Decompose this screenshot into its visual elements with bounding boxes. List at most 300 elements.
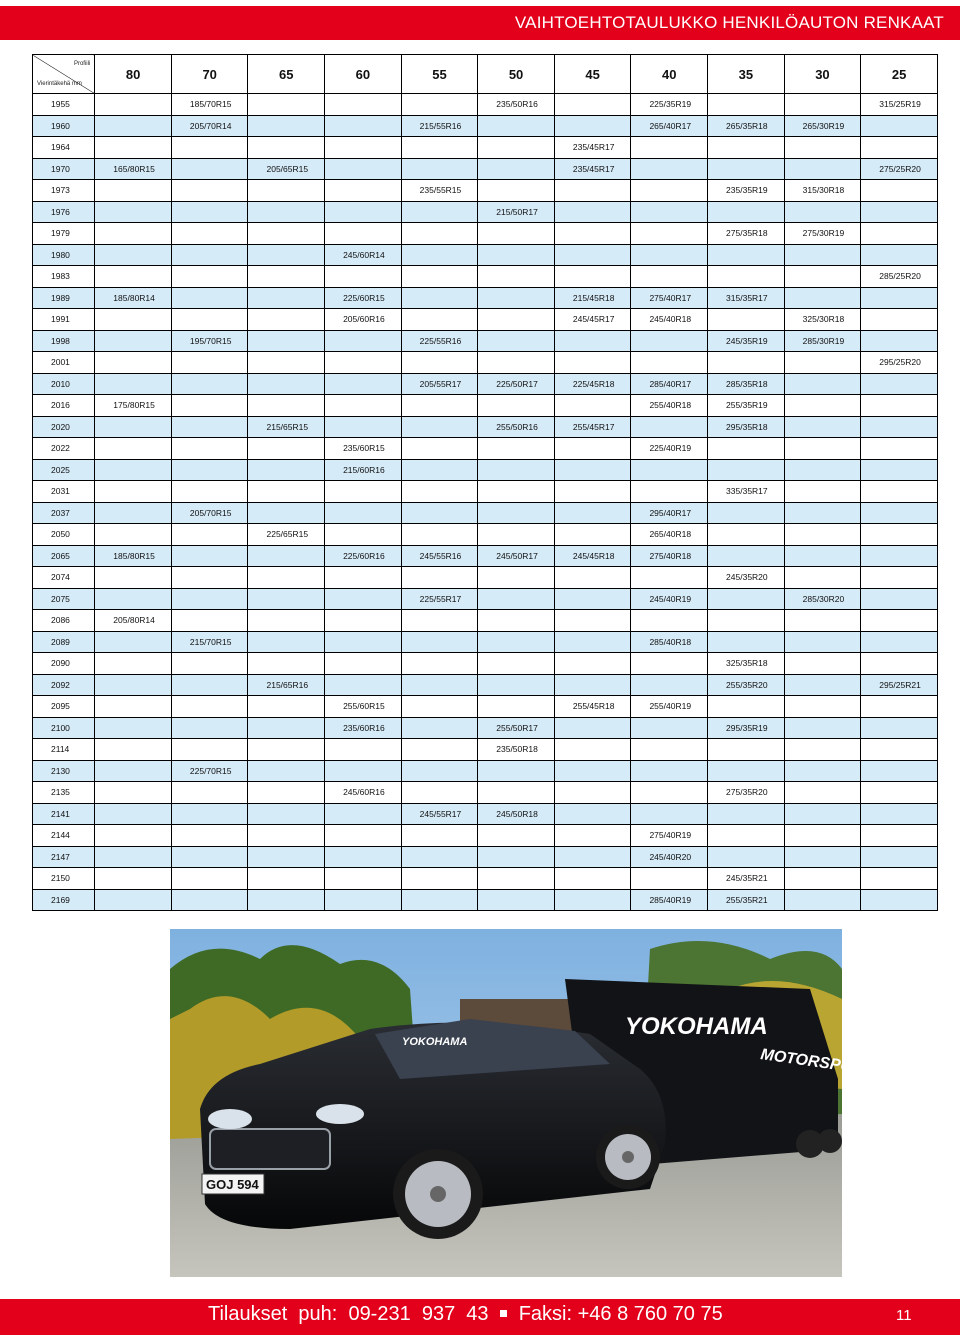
tire-size-cell: 255/40R18 — [631, 395, 708, 417]
corner-circumference-label: Vierintäkehä mm — [37, 81, 82, 87]
tire-size-cell — [248, 266, 325, 288]
column-header-50: 50 — [478, 55, 555, 94]
tire-size-cell — [631, 330, 708, 352]
tire-size-cell — [248, 459, 325, 481]
tire-size-cell — [631, 760, 708, 782]
tire-size-cell — [554, 588, 631, 610]
tire-size-cell: 265/35R18 — [708, 115, 785, 137]
tire-size-cell — [171, 373, 248, 395]
tire-size-cell — [401, 309, 478, 331]
table-row — [33, 868, 938, 890]
table-row — [33, 223, 938, 245]
tire-size-cell: 245/40R19 — [631, 588, 708, 610]
tire-size-cell — [401, 201, 478, 223]
rolling-circumference-cell: 2089 — [33, 631, 95, 653]
tire-size-cell — [401, 653, 478, 675]
rolling-circumference-cell: 1983 — [33, 266, 95, 288]
tire-size-cell — [171, 158, 248, 180]
tire-size-cell — [861, 545, 938, 567]
tire-size-cell — [478, 158, 555, 180]
tire-size-cell: 295/40R17 — [631, 502, 708, 524]
tire-size-cell — [784, 352, 861, 374]
tire-size-cell: 205/65R15 — [248, 158, 325, 180]
tire-size-cell — [554, 567, 631, 589]
tire-size-cell — [401, 94, 478, 116]
tire-size-cell — [861, 438, 938, 460]
table-row — [33, 739, 938, 761]
tire-size-cell — [554, 481, 631, 503]
rolling-circumference-cell: 2022 — [33, 438, 95, 460]
tire-size-cell — [95, 137, 172, 159]
tire-size-cell — [631, 653, 708, 675]
tire-size-cell — [171, 438, 248, 460]
table-row — [33, 502, 938, 524]
tire-size-cell: 245/40R20 — [631, 846, 708, 868]
tire-size-cell: 165/80R15 — [95, 158, 172, 180]
column-header-40: 40 — [631, 55, 708, 94]
tire-size-cell — [784, 889, 861, 911]
tire-size-cell — [784, 868, 861, 890]
tire-size-cell — [95, 459, 172, 481]
tire-size-cell — [248, 653, 325, 675]
tire-size-cell — [171, 524, 248, 546]
tire-size-cell — [861, 803, 938, 825]
headlight — [208, 1109, 252, 1129]
tire-size-cell: 225/45R18 — [554, 373, 631, 395]
tire-size-cell — [631, 158, 708, 180]
tire-size-cell — [708, 352, 785, 374]
tire-size-cell — [478, 653, 555, 675]
tire-size-cell: 275/25R20 — [861, 158, 938, 180]
tire-size-cell: 245/60R14 — [325, 244, 402, 266]
table-row — [33, 674, 938, 696]
rolling-circumference-cell: 2130 — [33, 760, 95, 782]
tire-size-cell — [554, 868, 631, 890]
tire-size-cell — [95, 674, 172, 696]
table-body — [33, 94, 938, 911]
tire-size-cell — [708, 696, 785, 718]
tire-size-cell: 285/40R18 — [631, 631, 708, 653]
tire-size-cell — [631, 266, 708, 288]
column-header-65: 65 — [248, 55, 325, 94]
tire-size-cell: 225/65R15 — [248, 524, 325, 546]
tire-size-cell — [325, 631, 402, 653]
rolling-circumference-cell: 2031 — [33, 481, 95, 503]
tire-size-cell — [708, 94, 785, 116]
tire-size-cell — [478, 309, 555, 331]
tire-size-cell: 295/25R20 — [861, 352, 938, 374]
tire-size-cell — [554, 760, 631, 782]
license-plate-text: GOJ 594 — [206, 1177, 259, 1192]
tire-size-cell: 245/55R16 — [401, 545, 478, 567]
tire-size-cell — [861, 244, 938, 266]
tire-size-cell — [95, 373, 172, 395]
tire-size-cell — [784, 696, 861, 718]
tire-size-cell — [861, 524, 938, 546]
tire-size-cell — [95, 94, 172, 116]
tire-size-cell: 215/60R16 — [325, 459, 402, 481]
tire-size-cell — [401, 868, 478, 890]
tire-size-cell — [861, 223, 938, 245]
tire-size-cell: 285/40R17 — [631, 373, 708, 395]
tire-size-cell — [401, 287, 478, 309]
tire-size-cell — [708, 502, 785, 524]
tire-size-cell — [171, 481, 248, 503]
tire-size-cell — [171, 309, 248, 331]
tire-size-cell: 215/55R16 — [401, 115, 478, 137]
tire-size-cell: 245/35R21 — [708, 868, 785, 890]
tire-size-cell: 195/70R15 — [171, 330, 248, 352]
tire-size-cell — [401, 846, 478, 868]
tire-size-cell — [171, 674, 248, 696]
tire-size-cell — [554, 180, 631, 202]
tire-size-cell — [631, 201, 708, 223]
table-row — [33, 889, 938, 911]
tire-size-cell — [171, 416, 248, 438]
tire-size-cell — [95, 502, 172, 524]
tire-size-cell — [248, 287, 325, 309]
table-row — [33, 717, 938, 739]
tire-size-cell — [325, 739, 402, 761]
rolling-circumference-cell: 2065 — [33, 545, 95, 567]
tire-size-cell — [171, 868, 248, 890]
tire-size-cell — [171, 846, 248, 868]
tire-size-cell: 245/50R18 — [478, 803, 555, 825]
tire-size-cell — [478, 481, 555, 503]
tire-size-cell: 245/55R17 — [401, 803, 478, 825]
tire-size-cell — [861, 782, 938, 804]
tire-size-cell — [861, 137, 938, 159]
tire-size-cell: 275/40R19 — [631, 825, 708, 847]
tire-size-cell: 255/40R19 — [631, 696, 708, 718]
tire-size-cell — [708, 158, 785, 180]
tire-size-cell — [248, 588, 325, 610]
tire-size-cell — [95, 201, 172, 223]
tire-size-cell — [784, 395, 861, 417]
tire-size-cell — [784, 244, 861, 266]
tire-size-cell — [478, 889, 555, 911]
tire-size-cell — [325, 115, 402, 137]
tire-size-cell — [478, 137, 555, 159]
tire-size-cell: 275/40R18 — [631, 545, 708, 567]
tire-size-cell — [784, 803, 861, 825]
tire-size-cell — [171, 588, 248, 610]
tire-size-cell: 205/70R15 — [171, 502, 248, 524]
tire-size-cell — [171, 825, 248, 847]
tire-size-cell — [248, 567, 325, 589]
column-header-45: 45 — [554, 55, 631, 94]
tire-size-cell — [554, 395, 631, 417]
tire-size-cell — [248, 631, 325, 653]
tire-size-cell — [784, 266, 861, 288]
tire-size-cell: 225/35R19 — [631, 94, 708, 116]
tire-size-cell — [248, 438, 325, 460]
wheel-hub — [622, 1151, 634, 1163]
column-header-60: 60 — [325, 55, 402, 94]
table-row — [33, 524, 938, 546]
tire-size-cell — [401, 416, 478, 438]
tire-size-cell — [95, 653, 172, 675]
column-header-30: 30 — [784, 55, 861, 94]
tire-size-cell — [401, 158, 478, 180]
tire-size-cell — [95, 631, 172, 653]
tire-size-cell — [861, 889, 938, 911]
tire-size-cell — [478, 631, 555, 653]
tire-size-cell — [784, 653, 861, 675]
table-row — [33, 481, 938, 503]
tire-size-cell: 275/35R18 — [708, 223, 785, 245]
tire-size-cell — [631, 610, 708, 632]
rolling-circumference-cell: 2050 — [33, 524, 95, 546]
tire-size-cell — [554, 438, 631, 460]
tire-size-cell — [325, 803, 402, 825]
tire-size-cell — [708, 825, 785, 847]
tire-size-cell — [631, 717, 708, 739]
table-row — [33, 825, 938, 847]
tire-size-cell — [95, 330, 172, 352]
rolling-circumference-cell: 1998 — [33, 330, 95, 352]
tire-size-cell: 215/50R17 — [478, 201, 555, 223]
tire-size-cell: 205/70R14 — [171, 115, 248, 137]
tire-size-cell — [478, 459, 555, 481]
tire-size-cell: 295/25R21 — [861, 674, 938, 696]
rolling-circumference-cell: 2086 — [33, 610, 95, 632]
tire-size-cell — [171, 395, 248, 417]
rolling-circumference-cell: 2090 — [33, 653, 95, 675]
tire-size-cell — [95, 717, 172, 739]
tire-size-cell — [708, 309, 785, 331]
tire-size-cell — [401, 567, 478, 589]
tire-size-cell — [554, 739, 631, 761]
tire-size-cell — [171, 201, 248, 223]
tire-size-cell — [95, 481, 172, 503]
tire-size-cell: 315/30R18 — [784, 180, 861, 202]
tire-size-cell — [401, 223, 478, 245]
tire-size-cell — [171, 717, 248, 739]
tire-size-cell — [631, 868, 708, 890]
tire-size-cell — [708, 739, 785, 761]
tire-size-cell — [325, 137, 402, 159]
table-row — [33, 760, 938, 782]
tire-size-cell: 235/35R19 — [708, 180, 785, 202]
tire-size-cell — [861, 287, 938, 309]
tire-size-cell: 225/55R17 — [401, 588, 478, 610]
tire-size-cell: 225/60R15 — [325, 287, 402, 309]
tire-size-cell — [325, 94, 402, 116]
table-row — [33, 395, 938, 417]
tire-size-cell: 265/30R19 — [784, 115, 861, 137]
tire-size-cell: 325/35R18 — [708, 653, 785, 675]
tire-size-cell — [861, 868, 938, 890]
tire-size-cell — [631, 674, 708, 696]
windshield-banner-text: YOKOHAMA — [402, 1036, 468, 1048]
tire-size-cell — [554, 653, 631, 675]
rolling-circumference-cell: 2075 — [33, 588, 95, 610]
rolling-circumference-cell: 2016 — [33, 395, 95, 417]
tire-size-cell — [784, 94, 861, 116]
tire-size-cell: 225/50R17 — [478, 373, 555, 395]
tire-size-cell — [171, 545, 248, 567]
tire-size-cell — [708, 631, 785, 653]
tire-size-cell — [861, 653, 938, 675]
tire-size-cell — [784, 674, 861, 696]
tire-size-cell — [631, 244, 708, 266]
table-row — [33, 438, 938, 460]
tire-size-cell: 185/80R15 — [95, 545, 172, 567]
tire-size-cell: 215/65R15 — [248, 416, 325, 438]
tire-size-cell — [708, 137, 785, 159]
fax-text: Faksi: +46 8 760 70 75 — [518, 1303, 723, 1325]
tire-size-cell — [708, 266, 785, 288]
tire-size-cell — [478, 846, 555, 868]
tire-size-cell — [325, 416, 402, 438]
tire-size-cell — [401, 782, 478, 804]
tire-size-cell — [401, 395, 478, 417]
tire-size-cell — [95, 223, 172, 245]
table-row — [33, 94, 938, 116]
tire-size-cell — [861, 567, 938, 589]
tire-size-cell — [861, 201, 938, 223]
footer-bar — [0, 1299, 960, 1335]
tire-size-cell: 285/30R19 — [784, 330, 861, 352]
tire-size-cell — [784, 158, 861, 180]
tire-size-cell — [478, 782, 555, 804]
tire-size-cell — [401, 760, 478, 782]
tire-size-cell: 255/45R17 — [554, 416, 631, 438]
table-row — [33, 244, 938, 266]
tire-size-cell — [861, 373, 938, 395]
table-row — [33, 287, 938, 309]
tire-size-cell — [325, 158, 402, 180]
tire-size-cell — [171, 782, 248, 804]
tire-size-cell — [708, 244, 785, 266]
tire-size-cell — [171, 137, 248, 159]
table-row — [33, 158, 938, 180]
tire-size-cell: 215/45R18 — [554, 287, 631, 309]
tire-size-cell — [171, 803, 248, 825]
tire-size-cell: 225/60R16 — [325, 545, 402, 567]
tire-size-cell — [248, 180, 325, 202]
tire-size-cell — [478, 868, 555, 890]
tire-size-cell — [325, 502, 402, 524]
tire-size-cell — [248, 889, 325, 911]
tire-size-cell — [861, 115, 938, 137]
tire-size-cell — [784, 631, 861, 653]
rolling-circumference-cell: 2147 — [33, 846, 95, 868]
tire-size-cell — [554, 94, 631, 116]
tire-size-cell — [325, 588, 402, 610]
tire-size-cell — [171, 567, 248, 589]
tire-size-cell — [401, 244, 478, 266]
rolling-circumference-cell: 2150 — [33, 868, 95, 890]
rolling-circumference-cell: 1980 — [33, 244, 95, 266]
tire-size-cell — [478, 567, 555, 589]
tire-size-cell: 205/55R17 — [401, 373, 478, 395]
tire-size-cell — [171, 266, 248, 288]
tire-size-cell: 275/40R17 — [631, 287, 708, 309]
rolling-circumference-cell: 1989 — [33, 287, 95, 309]
tire-size-cell: 255/60R15 — [325, 696, 402, 718]
tire-size-cell — [631, 782, 708, 804]
tire-size-cell: 245/35R19 — [708, 330, 785, 352]
rolling-circumference-cell: 1976 — [33, 201, 95, 223]
tire-size-cell — [325, 760, 402, 782]
tire-size-cell: 255/50R16 — [478, 416, 555, 438]
tire-size-cell: 245/40R18 — [631, 309, 708, 331]
tire-size-cell — [325, 180, 402, 202]
table-row — [33, 631, 938, 653]
rolling-circumference-cell: 2010 — [33, 373, 95, 395]
tire-size-cell: 235/50R16 — [478, 94, 555, 116]
column-header-70: 70 — [171, 55, 248, 94]
table-row — [33, 803, 938, 825]
tire-size-cell — [861, 631, 938, 653]
tire-size-cell — [478, 610, 555, 632]
tire-size-cell — [401, 739, 478, 761]
tire-size-cell — [95, 524, 172, 546]
tire-size-cell — [631, 416, 708, 438]
rolling-circumference-cell: 1964 — [33, 137, 95, 159]
tire-size-cell — [171, 696, 248, 718]
tire-size-cell — [95, 760, 172, 782]
tire-size-cell: 285/40R19 — [631, 889, 708, 911]
tire-size-cell — [401, 352, 478, 374]
tire-size-cell: 185/80R14 — [95, 287, 172, 309]
tire-size-cell — [478, 330, 555, 352]
tire-size-cell — [248, 846, 325, 868]
tire-size-cell — [248, 373, 325, 395]
order-phone-text: Tilaukset puh: 09-231 937 43 — [208, 1303, 489, 1325]
tire-size-cell — [784, 610, 861, 632]
tire-size-cell: 335/35R17 — [708, 481, 785, 503]
tire-size-cell — [171, 244, 248, 266]
table-header-row — [33, 55, 938, 94]
rolling-circumference-cell: 2095 — [33, 696, 95, 718]
tire-size-cell — [861, 610, 938, 632]
tire-size-cell — [95, 416, 172, 438]
tire-size-cell — [478, 180, 555, 202]
tire-size-cell — [95, 868, 172, 890]
tire-size-cell — [171, 459, 248, 481]
tire-size-cell — [784, 567, 861, 589]
table-row — [33, 115, 938, 137]
table-row — [33, 352, 938, 374]
tire-size-cell — [325, 524, 402, 546]
rolling-circumference-cell: 1991 — [33, 309, 95, 331]
tire-size-cell — [478, 244, 555, 266]
tire-size-cell — [784, 416, 861, 438]
tire-size-cell — [401, 438, 478, 460]
tire-size-cell — [248, 760, 325, 782]
tire-size-cell — [861, 459, 938, 481]
tire-size-cell — [248, 330, 325, 352]
tire-size-cell: 205/60R16 — [325, 309, 402, 331]
tire-size-cell: 235/60R16 — [325, 717, 402, 739]
tire-size-cell — [325, 395, 402, 417]
tire-size-cell: 245/45R18 — [554, 545, 631, 567]
tire-size-cell — [708, 459, 785, 481]
table-row — [33, 266, 938, 288]
tire-size-cell — [95, 438, 172, 460]
page-number: 11 — [896, 1307, 912, 1324]
tire-size-cell: 295/35R19 — [708, 717, 785, 739]
tire-size-cell — [554, 674, 631, 696]
tire-size-cell — [784, 717, 861, 739]
bullet-square-icon — [500, 1310, 507, 1317]
tire-size-cell — [784, 481, 861, 503]
tire-size-cell — [478, 588, 555, 610]
tire-size-cell: 255/50R17 — [478, 717, 555, 739]
